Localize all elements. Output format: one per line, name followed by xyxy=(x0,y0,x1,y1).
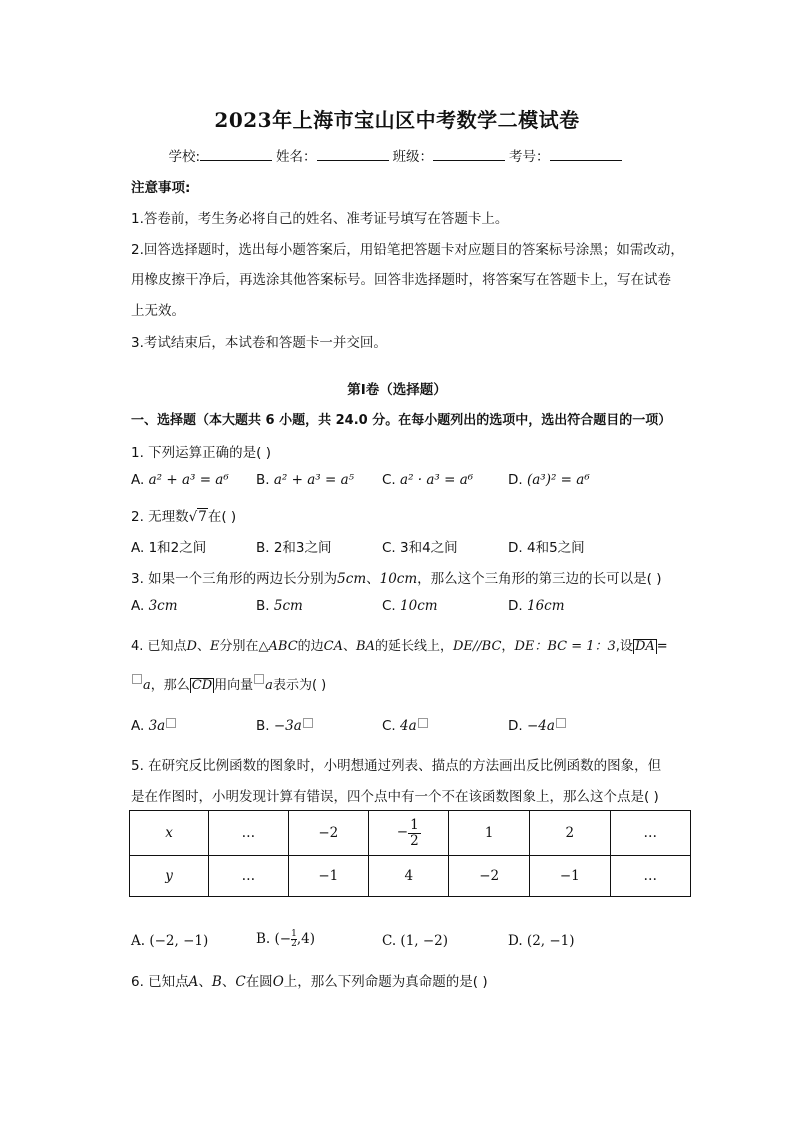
q2-stem-text: 2. 无理数 xyxy=(131,509,189,525)
q4-text: 4. 已知点 xyxy=(131,639,187,654)
q4-option-d[interactable] xyxy=(508,718,567,734)
student-info-line xyxy=(0,145,794,165)
volume-heading: 第Ⅰ卷（选择题） xyxy=(347,382,447,398)
q3-d-value: 16cm xyxy=(526,598,565,614)
table-cell: y xyxy=(130,856,209,897)
q2-option-c[interactable]: C. 3和4之间 xyxy=(382,540,458,556)
q4-b-value: −3a xyxy=(273,718,302,734)
name-blank[interactable] xyxy=(317,148,389,161)
radicand: 7 xyxy=(198,509,207,525)
q4-text: ，那么 xyxy=(150,678,190,693)
q1-option-a[interactable] xyxy=(131,472,229,488)
option-letter: A. xyxy=(131,472,145,488)
numerator: 1 xyxy=(291,929,297,939)
q3-stem-tail: ，那么这个三角形的第三边的长可以是( ) xyxy=(417,571,662,587)
point-d: D xyxy=(186,639,197,654)
vector-arrow-placeholder-icon xyxy=(556,718,566,728)
option-letter: B. xyxy=(256,718,270,734)
q1-stem: 1. 下列运算正确的是( ) xyxy=(131,445,271,461)
notice-item-2-line-1: 2.回答选择题时，选出每小题答案后，用铅笔把答题卡对应题目的答案标号涂黑；如需改动， xyxy=(131,242,684,258)
table-cell: … xyxy=(209,856,288,897)
q1-d-expr: (a³)² = a⁶ xyxy=(526,472,590,488)
notice-heading: 注意事项: xyxy=(131,180,191,196)
q2-option-a[interactable]: A. 1和2之间 xyxy=(131,540,207,556)
exam-no-label: 考号： xyxy=(509,149,550,165)
q4-option-a[interactable] xyxy=(131,718,177,734)
q5-option-b[interactable] xyxy=(256,930,315,949)
q3-length-1: 5cm xyxy=(337,571,367,587)
section-heading: 一、选择题（本大题共 6 小题，共 24.0 分。在每小题列出的选项中，选出符合题目的一项） xyxy=(131,413,672,428)
notice-item-2-line-3: 上无效。 xyxy=(131,303,185,319)
parallel-relation: DE//BC xyxy=(453,639,502,654)
separator: 、 xyxy=(221,974,236,990)
numerator: 1 xyxy=(410,817,419,834)
q4-text: 的延长线上， xyxy=(374,639,453,654)
q5-value-table xyxy=(129,810,691,897)
q3-c-value: 10cm xyxy=(400,598,438,614)
q6-text: 6. 已知点 xyxy=(131,974,189,990)
vector-cd: CD xyxy=(191,678,213,693)
option-letter: A. xyxy=(131,718,145,734)
notice-item-3: 3.考试结束后，本试卷和答题卡一并交回。 xyxy=(131,335,387,351)
q4-text: 表示为( ) xyxy=(272,678,327,693)
option-letter: C. xyxy=(382,718,396,734)
q2-stem xyxy=(131,505,236,525)
separator: 、 xyxy=(366,571,380,587)
class-label: 班级： xyxy=(392,149,434,165)
point-e: E xyxy=(210,639,220,654)
q2-stem-tail: 在( ) xyxy=(207,509,237,525)
denominator: 2 xyxy=(410,832,419,849)
exam-no-blank[interactable] xyxy=(550,148,622,161)
table-cell: 2 xyxy=(530,811,611,856)
separator: 、 xyxy=(198,974,212,990)
q3-stem-text: 3. 如果一个三角形的两边长分别为 xyxy=(131,571,338,587)
side-ba: BA xyxy=(356,639,375,654)
separator: 、 xyxy=(196,639,210,654)
q5-option-d[interactable]: D. (2, −1) xyxy=(508,933,575,949)
point-a: A xyxy=(188,974,199,990)
table-cell: 1 xyxy=(449,811,530,856)
school-label: 学校: xyxy=(168,149,201,165)
q1-a-expr: a² + a³ = a⁶ xyxy=(148,472,229,488)
q3-option-b[interactable] xyxy=(256,598,303,614)
minus-sign: − xyxy=(396,824,409,841)
point-c: C xyxy=(235,974,246,990)
option-letter: C. xyxy=(382,598,396,614)
table-cell: −1 xyxy=(288,856,369,897)
vector-arrow-placeholder-icon xyxy=(418,718,428,728)
q3-b-value: 5cm xyxy=(273,598,303,614)
triangle-abc: △ABC xyxy=(258,639,298,654)
option-letter: C. xyxy=(382,472,396,488)
vector-da: DA xyxy=(634,639,655,654)
q3-stem xyxy=(131,567,662,587)
q4-d-value: −4a xyxy=(526,718,555,734)
vector-a: a xyxy=(143,678,151,693)
table-cell: x xyxy=(130,811,209,856)
q3-a-value: 3cm xyxy=(148,598,178,614)
circle-o: O xyxy=(272,974,284,990)
notice-item-1: 1.答卷前，考生务必将自己的姓名、准考证号填写在答题卡上。 xyxy=(131,211,509,227)
q1-option-d[interactable] xyxy=(508,472,590,488)
sqrt-symbol: √7 xyxy=(188,509,207,525)
q1-c-expr: a² · a³ = a⁶ xyxy=(400,472,474,488)
q4-option-c[interactable] xyxy=(382,718,429,734)
q4-text: 用向量 xyxy=(214,678,254,693)
q4-c-value: 4a xyxy=(400,718,417,734)
option-letter: D. xyxy=(508,718,523,734)
q6-text: 上，那么下列命题为真命题的是( ) xyxy=(283,974,488,990)
q4-text: 的边 xyxy=(297,639,324,654)
table-cell: −2 xyxy=(449,856,530,897)
table-cell xyxy=(369,811,449,856)
table-cell: −1 xyxy=(530,856,611,897)
vector-arrow-placeholder-icon xyxy=(303,718,313,728)
q2-option-d[interactable]: D. 4和5之间 xyxy=(508,540,585,556)
equals-sign: = xyxy=(656,639,668,654)
table-cell: −2 xyxy=(288,811,369,856)
vector-arrow-placeholder-icon xyxy=(132,674,142,684)
q4-stem-line-1 xyxy=(131,635,668,654)
fraction xyxy=(408,818,421,847)
table-cell: … xyxy=(209,811,288,856)
vector-arrow-placeholder-icon xyxy=(166,718,176,728)
q5-b-suffix: ,4) xyxy=(296,931,315,947)
q2-option-b[interactable]: B. 2和3之间 xyxy=(256,540,332,556)
q6-text: 在圆 xyxy=(245,974,273,990)
q1-b-expr: a² + a³ = a⁵ xyxy=(273,472,355,488)
q3-option-a[interactable] xyxy=(131,598,178,614)
q4-text: ,设 xyxy=(615,639,633,654)
q5-option-a[interactable]: A. (−2, −1) xyxy=(131,933,209,949)
ratio-relation: DE：BC = 1：3 xyxy=(514,639,616,654)
q5-stem-line-2: 是在作图时，小明发现计算有错误，四个点中有一个不在该函数图象上，那么这个点是( ) xyxy=(131,789,659,805)
q5-b-prefix: B. (− xyxy=(256,931,292,947)
option-letter: B. xyxy=(256,598,270,614)
option-letter: B. xyxy=(256,472,270,488)
q1-option-b[interactable] xyxy=(256,472,354,488)
vector-a: a xyxy=(265,678,273,693)
vector-arrow-placeholder-icon xyxy=(254,674,264,684)
q4-stem-line-2 xyxy=(131,674,326,693)
option-letter: D. xyxy=(508,472,523,488)
q6-stem xyxy=(131,970,488,990)
table-cell: 4 xyxy=(369,856,449,897)
table-row xyxy=(130,856,691,897)
name-label: 姓名： xyxy=(276,149,317,165)
class-blank[interactable] xyxy=(433,148,505,161)
q3-option-d[interactable] xyxy=(508,598,565,614)
table-row xyxy=(130,811,691,856)
separator: ， xyxy=(501,639,515,654)
option-letter: D. xyxy=(508,598,523,614)
q1-option-c[interactable] xyxy=(382,472,473,488)
table-cell: … xyxy=(610,856,690,897)
q4-text: 分别在 xyxy=(219,639,259,654)
side-ca: CA xyxy=(323,639,344,654)
q3-option-c[interactable] xyxy=(382,598,438,614)
option-letter: A. xyxy=(131,598,145,614)
q4-a-value: 3a xyxy=(148,718,166,734)
q5-option-c[interactable]: C. (1, −2) xyxy=(382,933,449,949)
q4-option-b[interactable] xyxy=(256,718,314,734)
exam-title: 2023年上海市宝山区中考数学二模试卷 xyxy=(214,108,580,132)
school-blank[interactable] xyxy=(200,148,272,161)
q5-stem-line-1: 5. 在研究反比例函数的图象时，小明想通过列表、描点的方法画出反比例函数的图象，但 xyxy=(131,758,662,774)
q3-length-2: 10cm xyxy=(379,571,418,587)
separator: 、 xyxy=(343,639,357,654)
denominator: 2 xyxy=(291,939,297,949)
point-b: B xyxy=(211,974,222,990)
notice-item-2-line-2: 用橡皮擦干净后，再选涂其他答案标号。回答非选择题时，将答案写在答题卡上，写在试卷 xyxy=(131,272,671,288)
table-cell: … xyxy=(610,811,690,856)
